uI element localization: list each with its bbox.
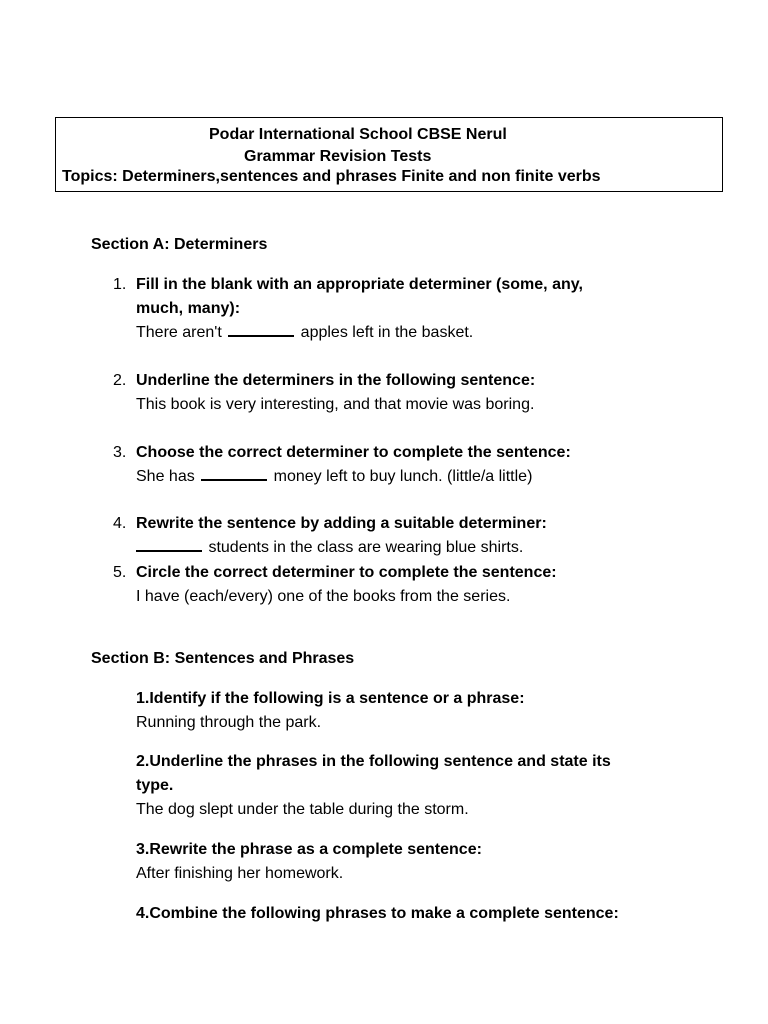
question-prompt: Choose the correct determiner to complete the sentence: bbox=[136, 444, 571, 461]
question-text: This book is very interesting, and that movie was boring. bbox=[136, 396, 535, 413]
test-title: Grammar Revision Tests bbox=[244, 148, 432, 165]
question-number: 2. bbox=[113, 372, 127, 389]
question-prompt-cont: much, many): bbox=[136, 300, 241, 317]
question-number: 1. bbox=[113, 276, 127, 293]
text-after-blank: apples left in the basket. bbox=[300, 324, 474, 341]
text-after-blank: money left to buy lunch. (little/a little) bbox=[273, 468, 533, 485]
question-text bbox=[136, 536, 547, 560]
header-box bbox=[55, 117, 723, 192]
answer-blank bbox=[228, 321, 294, 337]
section-b-heading: Section B: Sentences and Phrases bbox=[91, 650, 355, 667]
section-a-question-5 bbox=[113, 561, 557, 609]
question-number: 4. bbox=[113, 515, 127, 532]
question-prompt: Underline the determiners in the following sentence: bbox=[136, 372, 536, 389]
question-text: Running through the park. bbox=[136, 714, 322, 731]
section-a-heading: Section A: Determiners bbox=[91, 236, 268, 253]
question-prompt: 2.Underline the phrases in the following sentence and state its bbox=[136, 753, 611, 770]
section-a-question-4 bbox=[113, 512, 547, 560]
question-number: 5. bbox=[113, 564, 127, 581]
section-b-question-2 bbox=[136, 750, 611, 822]
question-text: After finishing her homework. bbox=[136, 865, 344, 882]
text-before-blank: She has bbox=[136, 468, 195, 485]
section-a-question-2 bbox=[113, 369, 536, 417]
section-a-question-1 bbox=[113, 273, 583, 345]
question-prompt: 3.Rewrite the phrase as a complete sentence: bbox=[136, 841, 482, 858]
text-after-blank: students in the class are wearing blue shirts. bbox=[208, 539, 524, 556]
school-name: Podar International School CBSE Nerul bbox=[209, 126, 507, 143]
question-text: The dog slept under the table during the storm. bbox=[136, 801, 469, 818]
question-prompt: Fill in the blank with an appropriate determiner (some, any, bbox=[136, 276, 583, 293]
section-a-question-3 bbox=[113, 441, 571, 489]
question-number: 3. bbox=[113, 444, 127, 461]
question-prompt: 1.Identify if the following is a sentence or a phrase: bbox=[136, 690, 525, 707]
section-b-question-3 bbox=[136, 838, 482, 886]
question-prompt-cont: type. bbox=[136, 777, 174, 794]
answer-blank bbox=[201, 465, 267, 481]
question-text: I have (each/every) one of the books from the series. bbox=[136, 588, 511, 605]
question-prompt: 4.Combine the following phrases to make a complete sentence: bbox=[136, 905, 619, 922]
section-b-question-1 bbox=[136, 687, 525, 735]
question-text bbox=[136, 321, 583, 345]
question-prompt: Circle the correct determiner to complete the sentence: bbox=[136, 564, 557, 581]
answer-blank bbox=[136, 536, 202, 552]
text-before-blank: There aren't bbox=[136, 324, 222, 341]
topics-line: Topics: Determiners,sentences and phrases Finite and non finite verbs bbox=[62, 168, 601, 185]
question-text bbox=[136, 465, 571, 489]
section-b-question-4 bbox=[136, 902, 619, 926]
question-prompt: Rewrite the sentence by adding a suitable determiner: bbox=[136, 515, 547, 532]
